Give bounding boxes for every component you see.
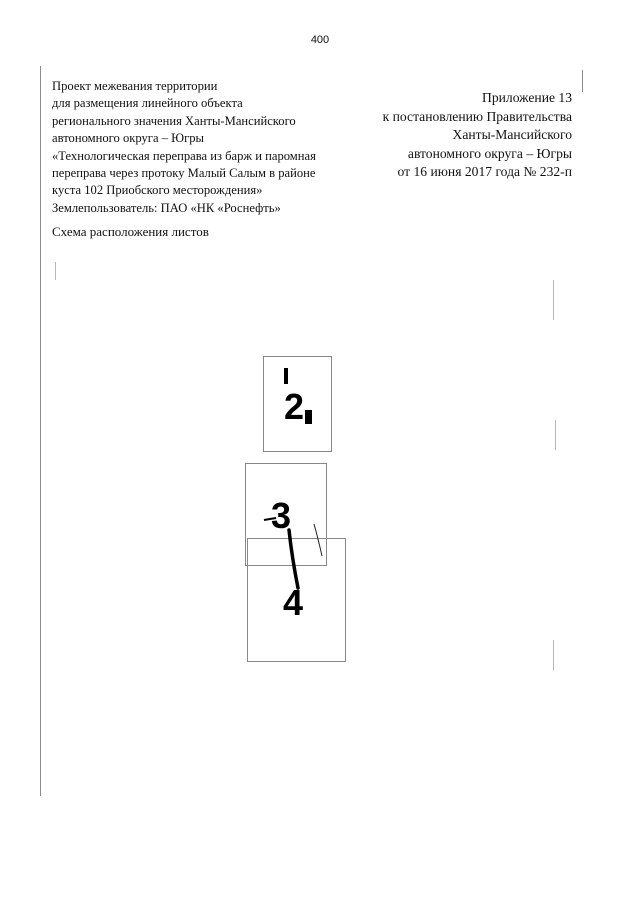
appendix-line: автономного округа – Югры <box>407 145 572 161</box>
project-info-line: для размещения линейного объекта <box>52 96 243 111</box>
right-margin-line <box>582 70 583 92</box>
appendix-line: к постановлению Правительства <box>382 108 572 124</box>
land-user-line: Землепользователь: ПАО «НК «Роснефть» <box>52 200 281 215</box>
project-info-line: регионального значения Ханты-Мансийского <box>52 113 296 128</box>
project-info-line: «Технологическая переправа из барж и паромная <box>52 148 316 163</box>
route-tick <box>284 368 288 384</box>
project-info-line: Проект межевания территории <box>52 79 218 93</box>
scan-speck <box>555 420 556 450</box>
route-mark <box>305 410 312 424</box>
scheme-title: Схема расположения листов <box>52 224 209 239</box>
scan-speck <box>553 640 554 670</box>
appendix-line: от 16 июня 2017 года № 232-п <box>397 164 572 180</box>
project-info-line: переправа через протоку Малый Салым в районе <box>52 166 316 181</box>
project-info-line: куста 102 Приобского месторождения» <box>52 183 263 198</box>
scan-speck <box>553 280 554 320</box>
sheet-2-number: 2 <box>284 386 305 427</box>
project-info-block <box>52 78 362 217</box>
appendix-block <box>332 89 572 182</box>
sheet-4-number: 4 <box>283 582 304 623</box>
appendix-line: Ханты-Мансийского <box>452 127 572 143</box>
project-info-line: автономного округа – Югры <box>52 131 205 146</box>
appendix-line: Приложение 13 <box>482 90 572 105</box>
scan-speck <box>55 262 56 280</box>
page-number: 400 <box>310 34 330 46</box>
left-margin-line <box>40 66 41 796</box>
sheet-3-number: 3 <box>271 495 292 536</box>
